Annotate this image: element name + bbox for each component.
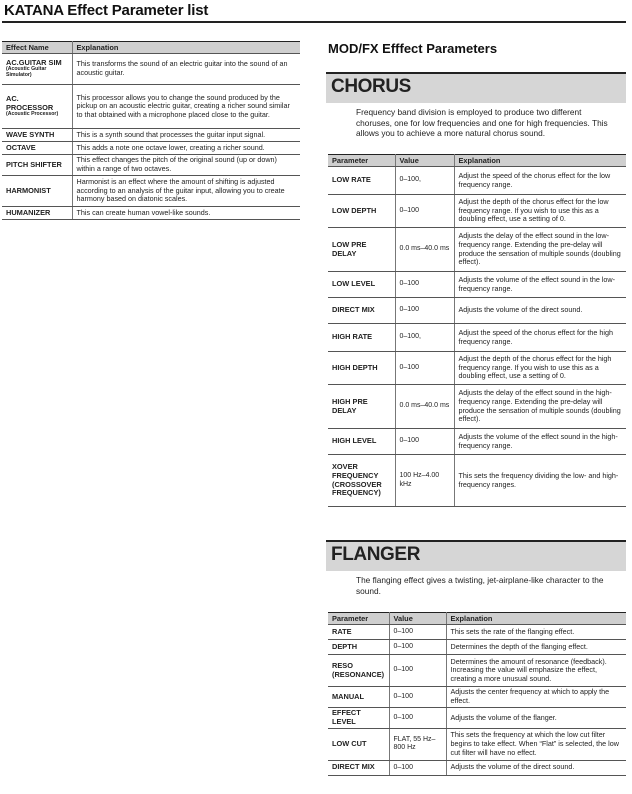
effect-name-cell — [2, 207, 72, 220]
parameter-explanation: Adjusts the volume of the effect sound in the high-frequency range. — [454, 429, 626, 455]
parameter-name: MANUAL — [328, 687, 389, 708]
table-row — [328, 655, 626, 687]
parameter-value: 0–100 — [389, 760, 446, 775]
parameter-explanation: Determines the depth of the flanging effect. — [446, 640, 626, 655]
parameter-name: DEPTH — [328, 640, 389, 655]
effect-explanation: This is a synth sound that processes the guitar input signal. — [72, 129, 300, 142]
parameter-value: 0–100 — [395, 352, 454, 385]
parameter-name: RATE — [328, 625, 389, 640]
page-title: KATANA Effect Parameter list — [4, 2, 209, 19]
parameter-name: DIRECT MIX — [328, 298, 395, 324]
table-row — [328, 455, 626, 507]
parameter-value: 100 Hz–4.00 kHz — [395, 455, 454, 507]
parameter-explanation: Adjust the depth of the chorus effect for the low frequency range. If you wish to use this as a doubling effect, use a setting of 0. — [454, 195, 626, 228]
parameter-name: DIRECT MIX — [328, 760, 389, 775]
table-row — [328, 687, 626, 708]
column-header-explanation: Explanation — [72, 42, 300, 54]
table-row — [328, 195, 626, 228]
effect-explanation: This transforms the sound of an electric guitar into the sound of an acoustic guitar. — [72, 54, 300, 85]
effect-name-cell — [2, 155, 72, 176]
parameter-name: EFFECT LEVEL — [328, 708, 389, 729]
effect-explanation: This adds a note one octave lower, creating a richer sound. — [72, 142, 300, 155]
column-header-value: Value — [389, 613, 446, 625]
parameter-name: LOW DEPTH — [328, 195, 395, 228]
effect-name-cell — [2, 129, 72, 142]
effect-explanation: Harmonist is an effect where the amount of shifting is adjusted according to an analysis of the guitar input, allowing you to create harmony based on diatonic scales. — [72, 176, 300, 207]
parameter-explanation: This sets the frequency at which the low cut filter begins to take effect. When “Flat” is selected, the low cut filter will have no effect. — [446, 728, 626, 760]
parameter-value: 0.0 ms–40.0 ms — [395, 385, 454, 429]
table-row — [2, 142, 300, 155]
parameter-name: LOW PRE DELAY — [328, 228, 395, 272]
parameter-value: FLAT, 55 Hz–800 Hz — [389, 728, 446, 760]
parameter-explanation: Adjusts the volume of the effect sound in the low-frequency range. — [454, 272, 626, 298]
parameter-explanation: This sets the frequency dividing the low- and high-frequency ranges. — [454, 455, 626, 507]
column-header-explanation: Explanation — [446, 613, 626, 625]
parameter-name: LOW CUT — [328, 728, 389, 760]
effect-name: AC.GUITAR SIM — [6, 57, 62, 67]
table-row — [328, 760, 626, 775]
flanger-title: FLANGER — [331, 544, 421, 565]
parameter-explanation: Adjusts the volume of the flanger. — [446, 708, 626, 729]
table-row — [2, 155, 300, 176]
title-divider — [2, 21, 626, 23]
parameter-explanation: Determines the amount of resonance (feedback). Increasing the value will emphasize the effect, creating a more unusual sound. — [446, 655, 626, 687]
column-header-effect-name: Effect Name — [2, 42, 72, 54]
effect-name: PITCH SHIFTER — [6, 159, 62, 169]
parameter-explanation: Adjust the speed of the chorus effect for the high frequency range. — [454, 324, 626, 352]
flanger-parameter-table — [328, 612, 626, 776]
parameter-explanation: Adjust the depth of the chorus effect for the high frequency range. If you wish to use this as a doubling effect, use a setting of 0. — [454, 352, 626, 385]
parameter-value: 0–100 — [389, 708, 446, 729]
effect-explanation: This can create human vowel-like sounds. — [72, 207, 300, 220]
flanger-banner — [326, 540, 626, 571]
table-row — [328, 640, 626, 655]
parameter-value: 0–100 — [389, 655, 446, 687]
parameter-name: LOW RATE — [328, 167, 395, 195]
effects-table-header — [2, 42, 300, 54]
parameter-value: 0–100 — [395, 298, 454, 324]
table-row — [328, 228, 626, 272]
parameter-explanation: Adjusts the volume of the direct sound. — [446, 760, 626, 775]
effect-name: WAVE SYNTH — [6, 129, 55, 139]
table-row — [2, 207, 300, 220]
parameter-value: 0–100 — [395, 272, 454, 298]
effect-name: HARMONIST — [6, 185, 51, 195]
parameter-name: RESO (RESONANCE) — [328, 655, 389, 687]
table-row — [2, 129, 300, 142]
parameter-value: 0–100 — [389, 625, 446, 640]
effects-table — [2, 41, 300, 220]
chorus-intro: Frequency band division is employed to produce two different choruses, one for low frequencies and one for high frequencies. This allows you to achieve a more natural chorus sound. — [356, 107, 608, 139]
parameter-explanation: Adjusts the delay of the effect sound in the low-frequency range. Extending the pre-delay will produce the sensation of multiple sounds (doubling effect). — [454, 228, 626, 272]
parameter-name: LOW LEVEL — [328, 272, 395, 298]
flanger-table-header — [328, 613, 626, 625]
table-row — [2, 85, 300, 129]
chorus-banner — [326, 72, 626, 103]
parameter-value: 0–100, — [395, 167, 454, 195]
flanger-table-body — [328, 625, 626, 776]
table-row — [328, 728, 626, 760]
effect-name-cell — [2, 85, 72, 129]
parameter-name: HIGH PRE DELAY — [328, 385, 395, 429]
effect-explanation: This effect changes the pitch of the original sound (up or down) within a range of two octaves. — [72, 155, 300, 176]
effects-table-body — [2, 54, 300, 220]
chorus-table-header — [328, 155, 626, 167]
parameter-explanation: Adjusts the volume of the direct sound. — [454, 298, 626, 324]
parameter-explanation: Adjust the speed of the chorus effect for the low frequency range. — [454, 167, 626, 195]
parameter-explanation: Adjusts the center frequency at which to apply the effect. — [446, 687, 626, 708]
effect-explanation: This processor allows you to change the sound produced by the pickup on an acoustic electric guitar, creating a richer sound similar to that obtained with a microphone placed close to the guitar. — [72, 85, 300, 129]
mod-fx-heading: MOD/FX Efffect Parameters — [328, 41, 498, 56]
parameter-name: XOVER FREQUENCY (CROSSOVER FREQUENCY) — [328, 455, 395, 507]
parameter-value: 0.0 ms–40.0 ms — [395, 228, 454, 272]
effect-name-cell — [2, 54, 72, 85]
parameter-name: HIGH RATE — [328, 324, 395, 352]
table-row — [328, 167, 626, 195]
parameter-value: 0–100 — [389, 687, 446, 708]
chorus-table-body — [328, 167, 626, 507]
table-row — [328, 324, 626, 352]
chorus-title: CHORUS — [331, 76, 411, 97]
effect-name-subtitle: (Acoustic Guitar Simulator) — [6, 66, 47, 79]
table-row — [328, 352, 626, 385]
table-row — [328, 272, 626, 298]
parameter-explanation: This sets the rate of the flanging effect. — [446, 625, 626, 640]
table-row — [328, 708, 626, 729]
column-header-parameter: Parameter — [328, 613, 389, 625]
table-row — [2, 54, 300, 85]
parameter-value: 0–100 — [395, 429, 454, 455]
table-row — [328, 429, 626, 455]
parameter-name: HIGH DEPTH — [328, 352, 395, 385]
table-row — [328, 625, 626, 640]
effect-name: AC. PROCESSOR — [6, 93, 54, 112]
column-header-explanation: Explanation — [454, 155, 626, 167]
table-row — [2, 176, 300, 207]
parameter-value: 0–100, — [395, 324, 454, 352]
flanger-intro: The flanging effect gives a twisting, jet-airplane-like character to the sound. — [356, 575, 604, 596]
table-row — [328, 385, 626, 429]
effect-name-cell — [2, 176, 72, 207]
table-row — [328, 298, 626, 324]
parameter-value: 0–100 — [389, 640, 446, 655]
parameter-explanation: Adjusts the delay of the effect sound in the high-frequency range. Extending the pre-delay will produce the sensation of multiple sounds (doubling effect). — [454, 385, 626, 429]
effect-name-subtitle: (Acoustic Processor) — [6, 111, 59, 118]
parameter-value: 0–100 — [395, 195, 454, 228]
effect-name: HUMANIZER — [6, 207, 51, 217]
chorus-parameter-table — [328, 154, 626, 507]
column-header-value: Value — [395, 155, 454, 167]
parameter-name: HIGH LEVEL — [328, 429, 395, 455]
column-header-parameter: Parameter — [328, 155, 395, 167]
effect-name: OCTAVE — [6, 142, 36, 152]
effect-name-cell — [2, 142, 72, 155]
